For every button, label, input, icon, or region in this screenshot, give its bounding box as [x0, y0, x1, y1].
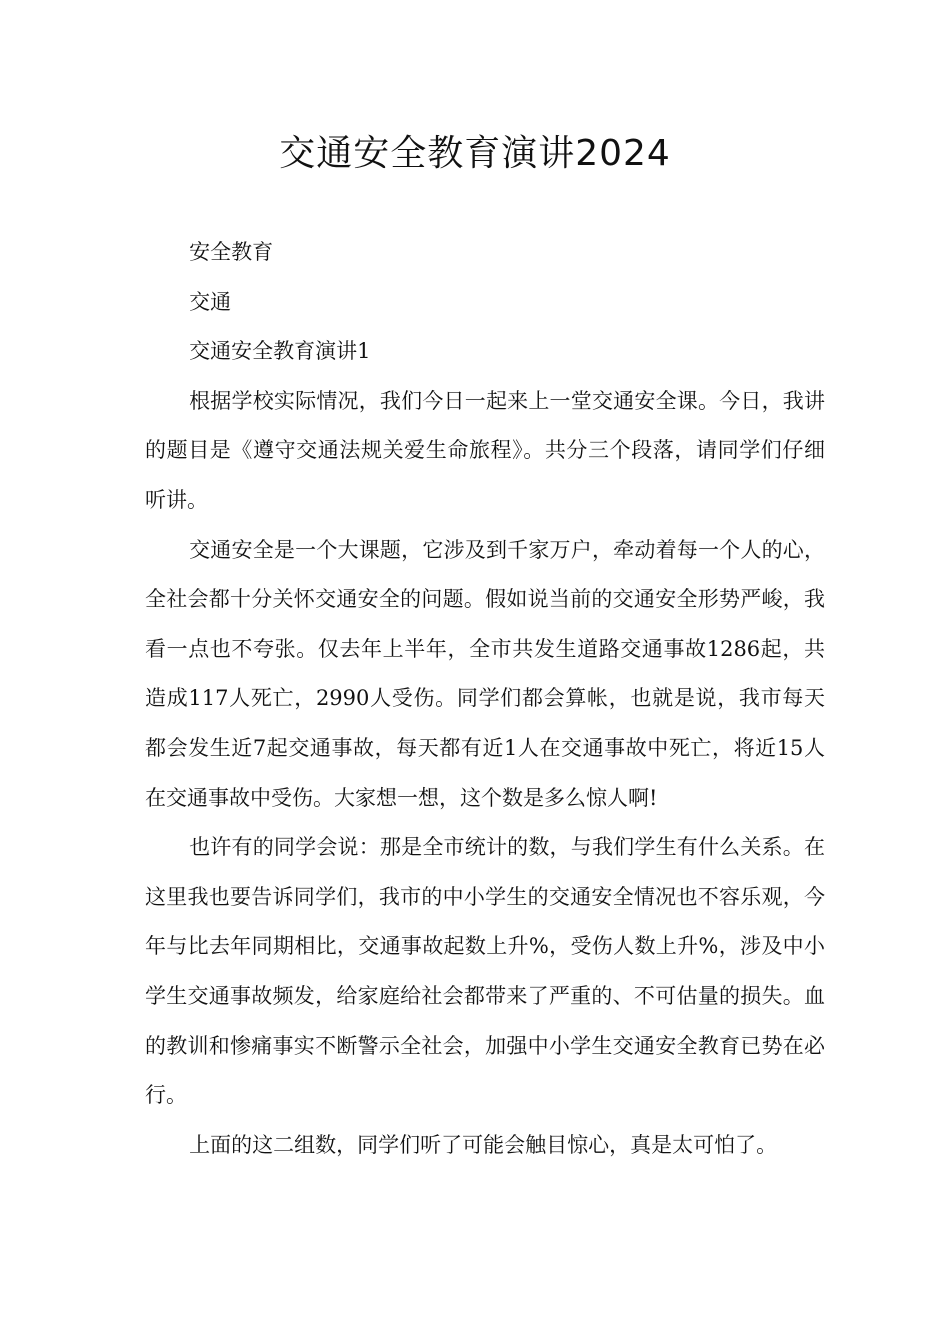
paragraph-section-heading: 交通安全教育演讲1	[189, 339, 371, 364]
document-body	[145, 228, 825, 1170]
paragraph-keyword-1: 安全教育	[189, 240, 274, 264]
paragraph-keyword-2: 交通	[189, 289, 232, 314]
paragraph-closing: 上面的这二组数，同学们听了可能会触目惊心，真是太可怕了。	[189, 1132, 778, 1157]
paragraph-traffic-statistics: 交通安全是一个大课题，它涉及到千家万户，牵动着每一个人的心，全社会都十分关怀交通安全的问题。假如说当前的交通安全形势严峻，我看一点也不夸张。仅去年上半年，全市共发生道路交通事故1286起，共造成117人死亡，2990人受伤。同学们都会算帐，也就是说，我市每天都会发生近7起交通事故，每天都有近1人在交通事故中死亡，将近15人在交通事故中受伤。大家想一想，这个数是多么惊人啊!	[145, 537, 825, 810]
document-title: 交通安全教育演讲2024	[279, 133, 671, 174]
paragraph-intro: 根据学校实际情况，我们今日一起来上一堂交通安全课。今日，我讲的题目是《遵守交通法规关爱生命旅程》。共分三个段落，请同学们仔细听讲。	[145, 388, 825, 512]
paragraph-student-safety: 也许有的同学会说：那是全市统计的数，与我们学生有什么关系。在这里我也要告诉同学们，我市的中小学生的交通安全情况也不容乐观，今年与比去年同期相比，交通事故起数上升%，受伤人数上升%，涉及中小学生交通事故频发，给家庭给社会都带来了严重的、不可估量的损失。血的教训和惨痛事实不断警示全社会，加强中小学生交通安全教育已势在必行。	[145, 835, 825, 1108]
